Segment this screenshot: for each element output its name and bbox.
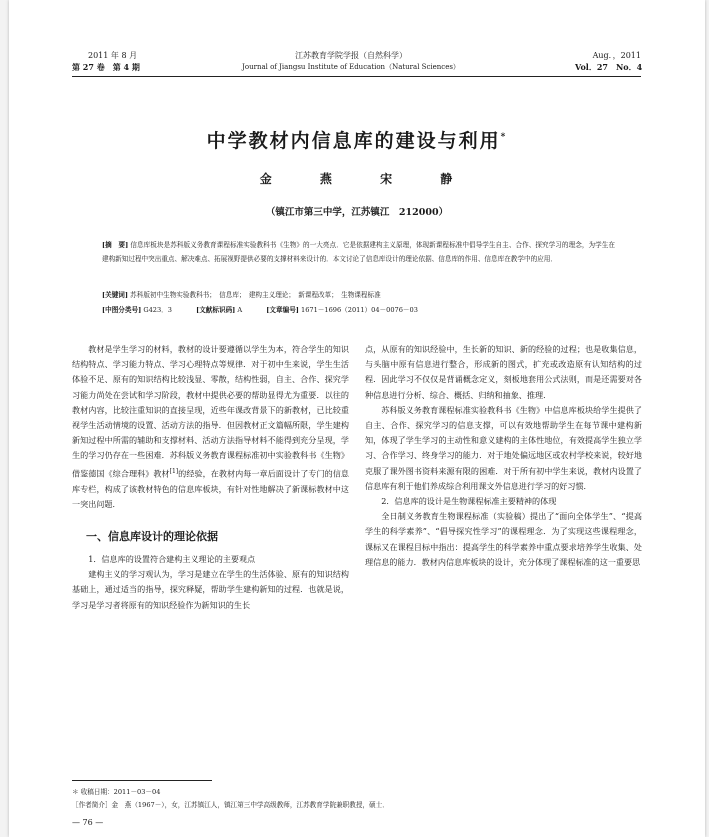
clc-value: G423．3 bbox=[143, 306, 172, 314]
doc-code-value: A bbox=[237, 306, 243, 314]
paragraph: 建构主义的学习观认为，学习是建立在学生的生活体验、原有的知识结构基础上，通过适当的指导，探究释疑，帮助学生建构新知的过程．也就是说，学习是学习者将原有的知识经验作为新知识的生长 bbox=[72, 569, 349, 610]
paragraph bbox=[72, 342, 349, 512]
keywords bbox=[102, 288, 381, 302]
clc-label: [中图分类号] bbox=[102, 306, 142, 314]
header-date: 2011 年 8 月 bbox=[88, 51, 138, 60]
section-heading: 一、信息库设计的理论依据 bbox=[86, 529, 218, 543]
article-affiliation: （镇江市第三中学，江苏镇江 212000） bbox=[265, 207, 449, 218]
right-column bbox=[365, 342, 642, 570]
abstract-text: 信息库板块是苏科版义务教育课程标准实验教科书《生物》的一大亮点．它是依据建构主义原理，体现新课程标准中倡导学生自主、合作、探究学习的理念，为学生在建构新知过程中突出重点、解决难点、拓展视野提供必要的支撑材料来设计的．本文讨论了信息库设计的理论依据、信息库的作用、信息库在教学中的应用． bbox=[102, 241, 616, 263]
keywords-text: 苏科版初中生物实验教科书； 信息库； 建构主义理论； 新课程改革； 生物课程标准 bbox=[130, 291, 381, 299]
header-journal-en: Journal of Jiangsu Institute of Education（Natural Sciences） bbox=[242, 63, 460, 71]
header-rule bbox=[72, 76, 641, 77]
header-date-en: Aug．，2011 bbox=[592, 51, 641, 60]
subsection-heading: 1．信息库的设置符合建构主义理论的主要观点 bbox=[88, 553, 256, 564]
paragraph-text: 教材是学生学习的材料，教材的设计要遵循以学生为本，符合学生的知识结构特点、学习能力特点、学习心理特点等规律．对于初中生来说，学生生活体验不足、原有的知识结构比较浅显、零散，结构性弱，自主、合作、探究学习能力尚处在尝试和学习阶段，教材中提供必要的帮助显得尤为重要．以往的教材内容，比较注重知识的直接呈现，近些年课改背景下的新教材，已比较重视学生活动情境的设置、活动方法的指导．但因教材正文篇幅所限，学生建构新知过程中所需的辅助和支撑材料、活动方法指导材料不能得到充分呈现，学生的学习仍存在一些困难．苏科版义务教育课程标准初中实验教科书《生物》借鉴德国《综合理科》教材 bbox=[72, 344, 349, 479]
paragraph: 苏科版义务教育课程标准实验教科书《生物》中信息库板块给学生提供了自主、合作、探究学习的信息支撑，可以有效地帮助学生在每节课中建构新知，体现了学生学习的主动性和意义建构的主体性地位，有效提高学生独立学习、合作学习、终身学习的能力．对于地处偏远地区或农村学校来说，较好地克服了课外图书资料来源有限的困难．对于所有初中学生来说，教材内设置了信息库有利于他们养成综合利用课文外信息进行学习的好习惯． bbox=[365, 404, 642, 491]
footnote-rule bbox=[72, 780, 212, 781]
paragraph-text: 的经验，在教材内每一章后面设计了专门的信息库专栏，构成了该教材特色的信息库板块，有针对性地解决了新课标教材中这一突出问题． bbox=[72, 468, 349, 509]
paragraph: 点，从原有的知识经验中，生长新的知识、新的经验的过程；也是收集信息，与头脑中原有信息进行整合，形成新的图式，扩充或改造原有认知结构的过程．因此学习不仅仅是背诵概念定义，刻板地套用公式法则，而是还需要对各种信息进行分析、综合、概括、归纳和抽象、推理． bbox=[365, 344, 642, 400]
footnote-received: ＊ 收稿日期：2011－03－04 bbox=[72, 788, 161, 796]
article-no-label: [文章编号] bbox=[266, 306, 299, 314]
article-title bbox=[9, 126, 705, 153]
article-authors: 金 燕 宋 静 bbox=[259, 172, 475, 186]
abstract-label: [摘 要] bbox=[102, 241, 129, 249]
doc-code-label: [文献标识码] bbox=[196, 306, 236, 314]
abstract bbox=[102, 238, 615, 266]
article-title-text: 中学教材内信息库的建设与利用 bbox=[206, 130, 501, 152]
footnote-author-info: ［作者简介］金 燕（1967－），女，江苏镇江人，镇江第三中学高级教师，江苏教育学院兼职教授，硕士． bbox=[72, 801, 389, 809]
keywords-label: [关键词] bbox=[102, 291, 129, 299]
header-volume-en: Vol．27 No．4 bbox=[575, 62, 643, 72]
article-no-value: 1671－1696（2011）04－0076－03 bbox=[301, 306, 418, 314]
header-volume-issue: 第 27 卷 第 4 期 bbox=[72, 62, 140, 72]
page-number: — 76 — bbox=[72, 818, 104, 827]
left-column bbox=[72, 342, 349, 613]
subsection-heading: 2．信息库的设计是生物课程标准主要精神的体现 bbox=[381, 496, 557, 507]
classification-line bbox=[102, 303, 418, 317]
header-journal-cn: 江苏教育学院学报（自然科学） bbox=[295, 51, 407, 60]
journal-page bbox=[9, 0, 705, 837]
paragraph: 全日制义务教育生物课程标准（实验稿）提出了“面向全体学生”、“提高学生的科学素养”、“倡导探究性学习”的课程理念．为了实现这些课程理念，课标又在课程目标中指出：提高学生的科学素养中重点要求培养学生收集、处理信息的能力．教材内信息库板块的设计，充分体现了课程标准的这一重要思 bbox=[365, 511, 642, 567]
title-footnote-mark: * bbox=[500, 132, 508, 143]
citation-ref: [1] bbox=[169, 467, 179, 475]
